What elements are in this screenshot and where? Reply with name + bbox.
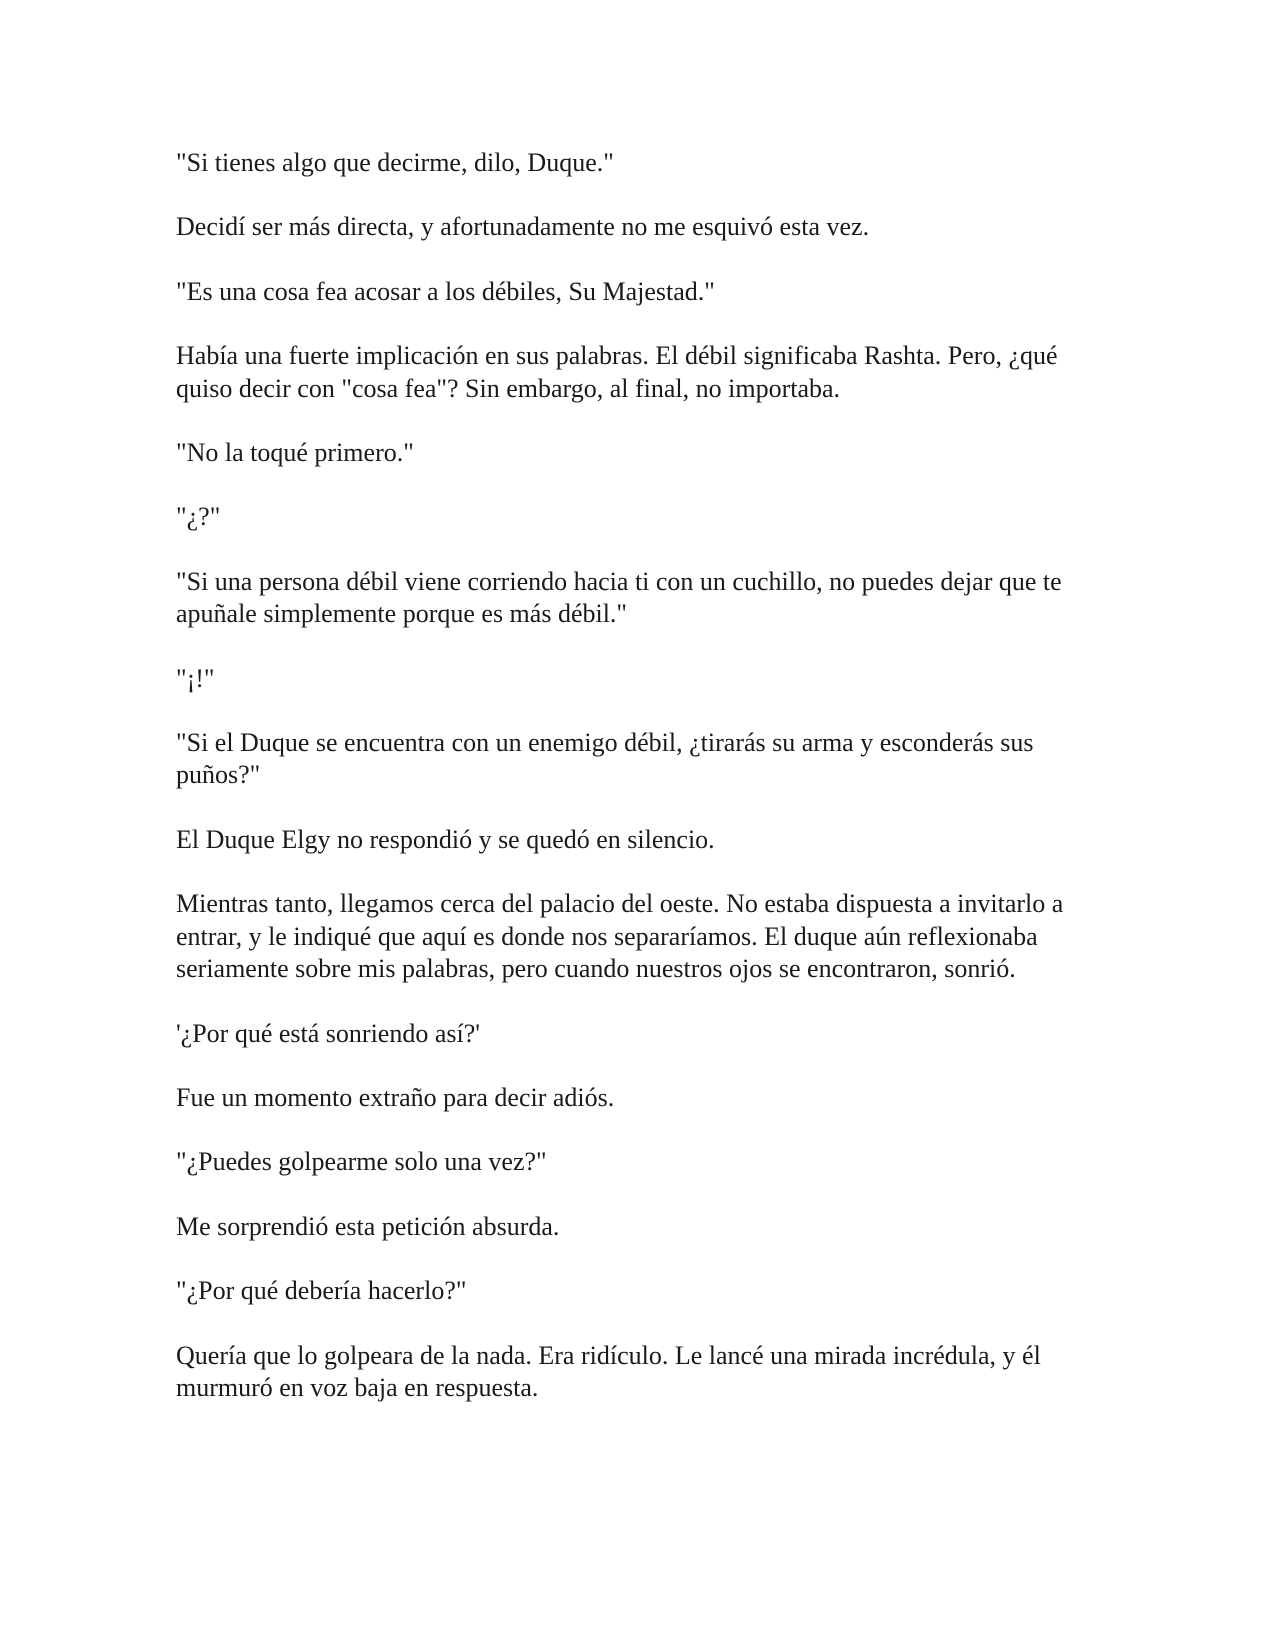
paragraph-6: "¿?" bbox=[176, 502, 221, 532]
paragraph-4: Había una fuerte implicación en sus palabras. El débil significaba Rashta. Pero, ¿qué quiso decir con "cosa fea"? Sin embargo, al final, no importaba. bbox=[176, 341, 1058, 403]
paragraph-14: "¿Puedes golpearme solo una vez?" bbox=[176, 1147, 547, 1177]
document-body bbox=[176, 147, 1096, 1436]
paragraph-8: "¡!" bbox=[176, 663, 215, 693]
paragraph-12: '¿Por qué está sonriendo así?' bbox=[176, 1018, 480, 1048]
paragraph-17: Quería que lo golpeara de la nada. Era ridículo. Le lancé una mirada incrédula, y él murmuró en voz baja en respuesta. bbox=[176, 1340, 1041, 1402]
paragraph-7: "Si una persona débil viene corriendo hacia ti con un cuchillo, no puedes dejar que te apuñale simplemente porque es más débil." bbox=[176, 566, 1062, 629]
paragraph-16: "¿Por qué debería hacerlo?" bbox=[176, 1276, 467, 1306]
paragraph-15: Me sorprendió esta petición absurda. bbox=[176, 1211, 560, 1241]
paragraph-2: Decidí ser más directa, y afortunadamente no me esquivó esta vez. bbox=[176, 212, 870, 242]
paragraph-9: "Si el Duque se encuentra con un enemigo débil, ¿tirarás su arma y esconderás sus puños?" bbox=[176, 728, 1034, 790]
paragraph-3: "Es una cosa fea acosar a los débiles, Su Majestad." bbox=[176, 276, 715, 306]
paragraph-13: Fue un momento extraño para decir adiós. bbox=[176, 1082, 615, 1112]
paragraph-11: Mientras tanto, llegamos cerca del palacio del oeste. No estaba dispuesta a invitarlo a entrar, y le indiqué que aquí es donde nos separaríamos. El duque aún reflexionaba seriamente sobre mis palabras, pero cuando nuestros ojos se encontraron, sonrió. bbox=[176, 889, 1064, 984]
paragraph-5: "No la toqué primero." bbox=[176, 438, 414, 468]
paragraph-1: "Si tienes algo que decirme, dilo, Duque." bbox=[176, 148, 614, 177]
paragraph-10: El Duque Elgy no respondió y se quedó en silencio. bbox=[176, 824, 715, 854]
